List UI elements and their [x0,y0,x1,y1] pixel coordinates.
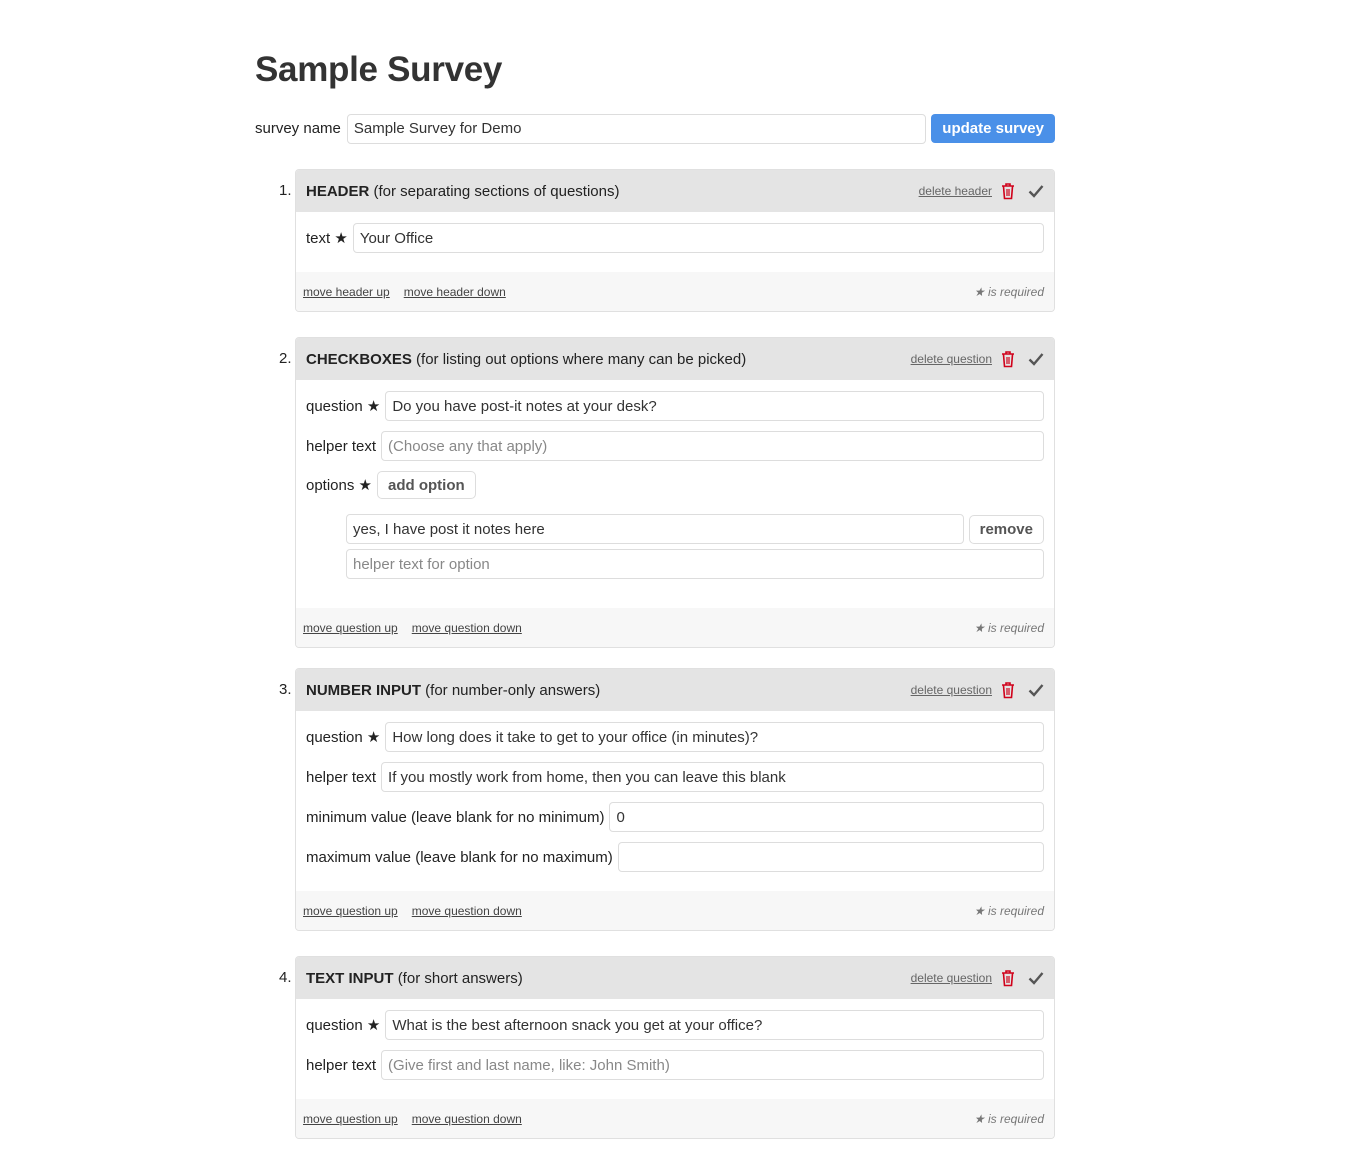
card-header [296,669,1054,711]
question-input[interactable] [385,391,1044,421]
required-star: ★ [973,903,985,918]
required-star: ★ [366,729,381,746]
required-star: ★ [973,284,985,299]
required-star: ★ [973,620,985,635]
move-down-link[interactable]: move question down [411,1111,522,1126]
card-desc: (for listing out options where many can be picked) [416,350,747,368]
number-input-card [279,668,1055,931]
survey-name-label: survey name [255,120,341,137]
check-icon[interactable] [1028,352,1044,366]
option-item [346,514,1044,579]
required-star: ★ [973,1111,985,1126]
card-header [296,338,1054,380]
required-star: ★ [366,1017,381,1034]
required-note: is required [987,284,1044,299]
move-down-link[interactable]: move header down [403,284,506,299]
card-type: HEADER [306,182,370,200]
move-down-link[interactable]: move question down [411,903,522,918]
survey-name-input[interactable] [347,114,926,144]
page-title: Sample Survey [255,50,503,89]
min-value-label: minimum value (leave blank for no minimum) [306,808,605,826]
card-type: NUMBER INPUT [306,681,421,699]
helper-text-input[interactable] [381,431,1044,461]
delete-question-link[interactable]: delete question [910,352,992,366]
max-value-label: maximum value (leave blank for no maximum) [306,848,613,866]
text-input-card [279,956,1055,1139]
text-label: text [306,230,331,247]
helper-text-label: helper text [306,768,377,786]
helper-text-label: helper text [306,1056,377,1074]
question-label: question [306,398,363,415]
update-survey-button[interactable]: update survey [931,114,1055,143]
remove-option-button[interactable]: remove [969,515,1044,544]
card-type: TEXT INPUT [306,969,394,987]
survey-name-row [255,114,1055,143]
helper-text-input[interactable] [381,1050,1044,1080]
move-up-link[interactable]: move question up [303,620,398,635]
item-number: 4. [279,969,292,986]
check-icon[interactable] [1028,683,1044,697]
card-desc: (for number-only answers) [425,681,601,699]
trash-icon[interactable] [1001,351,1015,368]
helper-text-input[interactable] [381,762,1044,792]
question-input[interactable] [385,1010,1044,1040]
move-up-link[interactable]: move header up [303,284,390,299]
item-number: 2. [279,350,292,367]
card-header [296,170,1054,212]
required-note: is required [987,1111,1044,1126]
required-star: ★ [366,398,381,415]
delete-question-link[interactable]: delete question [910,971,992,985]
header-text-input[interactable] [353,223,1044,253]
required-star: ★ [334,230,348,247]
move-up-link[interactable]: move question up [303,903,398,918]
card-desc: (for separating sections of questions) [373,182,620,200]
required-star: ★ [358,477,372,494]
check-icon[interactable] [1028,971,1044,985]
checkboxes-card [279,337,1055,648]
required-note: is required [987,903,1044,918]
question-input[interactable] [385,722,1044,752]
helper-text-label: helper text [306,437,377,455]
header-card [279,169,1055,312]
options-label: options [306,477,355,494]
add-option-button[interactable]: add option [377,471,476,499]
trash-icon[interactable] [1001,970,1015,987]
option-input[interactable] [346,514,964,544]
min-value-input[interactable] [609,802,1044,832]
item-number: 3. [279,681,292,698]
card-header [296,957,1054,999]
question-label: question [306,1017,363,1034]
check-icon[interactable] [1028,184,1044,198]
max-value-input[interactable] [618,842,1044,872]
question-label: question [306,729,363,746]
required-note: is required [987,620,1044,635]
card-desc: (for short answers) [397,969,523,987]
option-helper-input[interactable] [346,549,1044,579]
move-up-link[interactable]: move question up [303,1111,398,1126]
card-type: CHECKBOXES [306,350,412,368]
trash-icon[interactable] [1001,682,1015,699]
delete-header-link[interactable]: delete header [918,184,992,198]
item-number: 1. [279,182,292,199]
trash-icon[interactable] [1001,183,1015,200]
move-down-link[interactable]: move question down [411,620,522,635]
delete-question-link[interactable]: delete question [910,683,992,697]
